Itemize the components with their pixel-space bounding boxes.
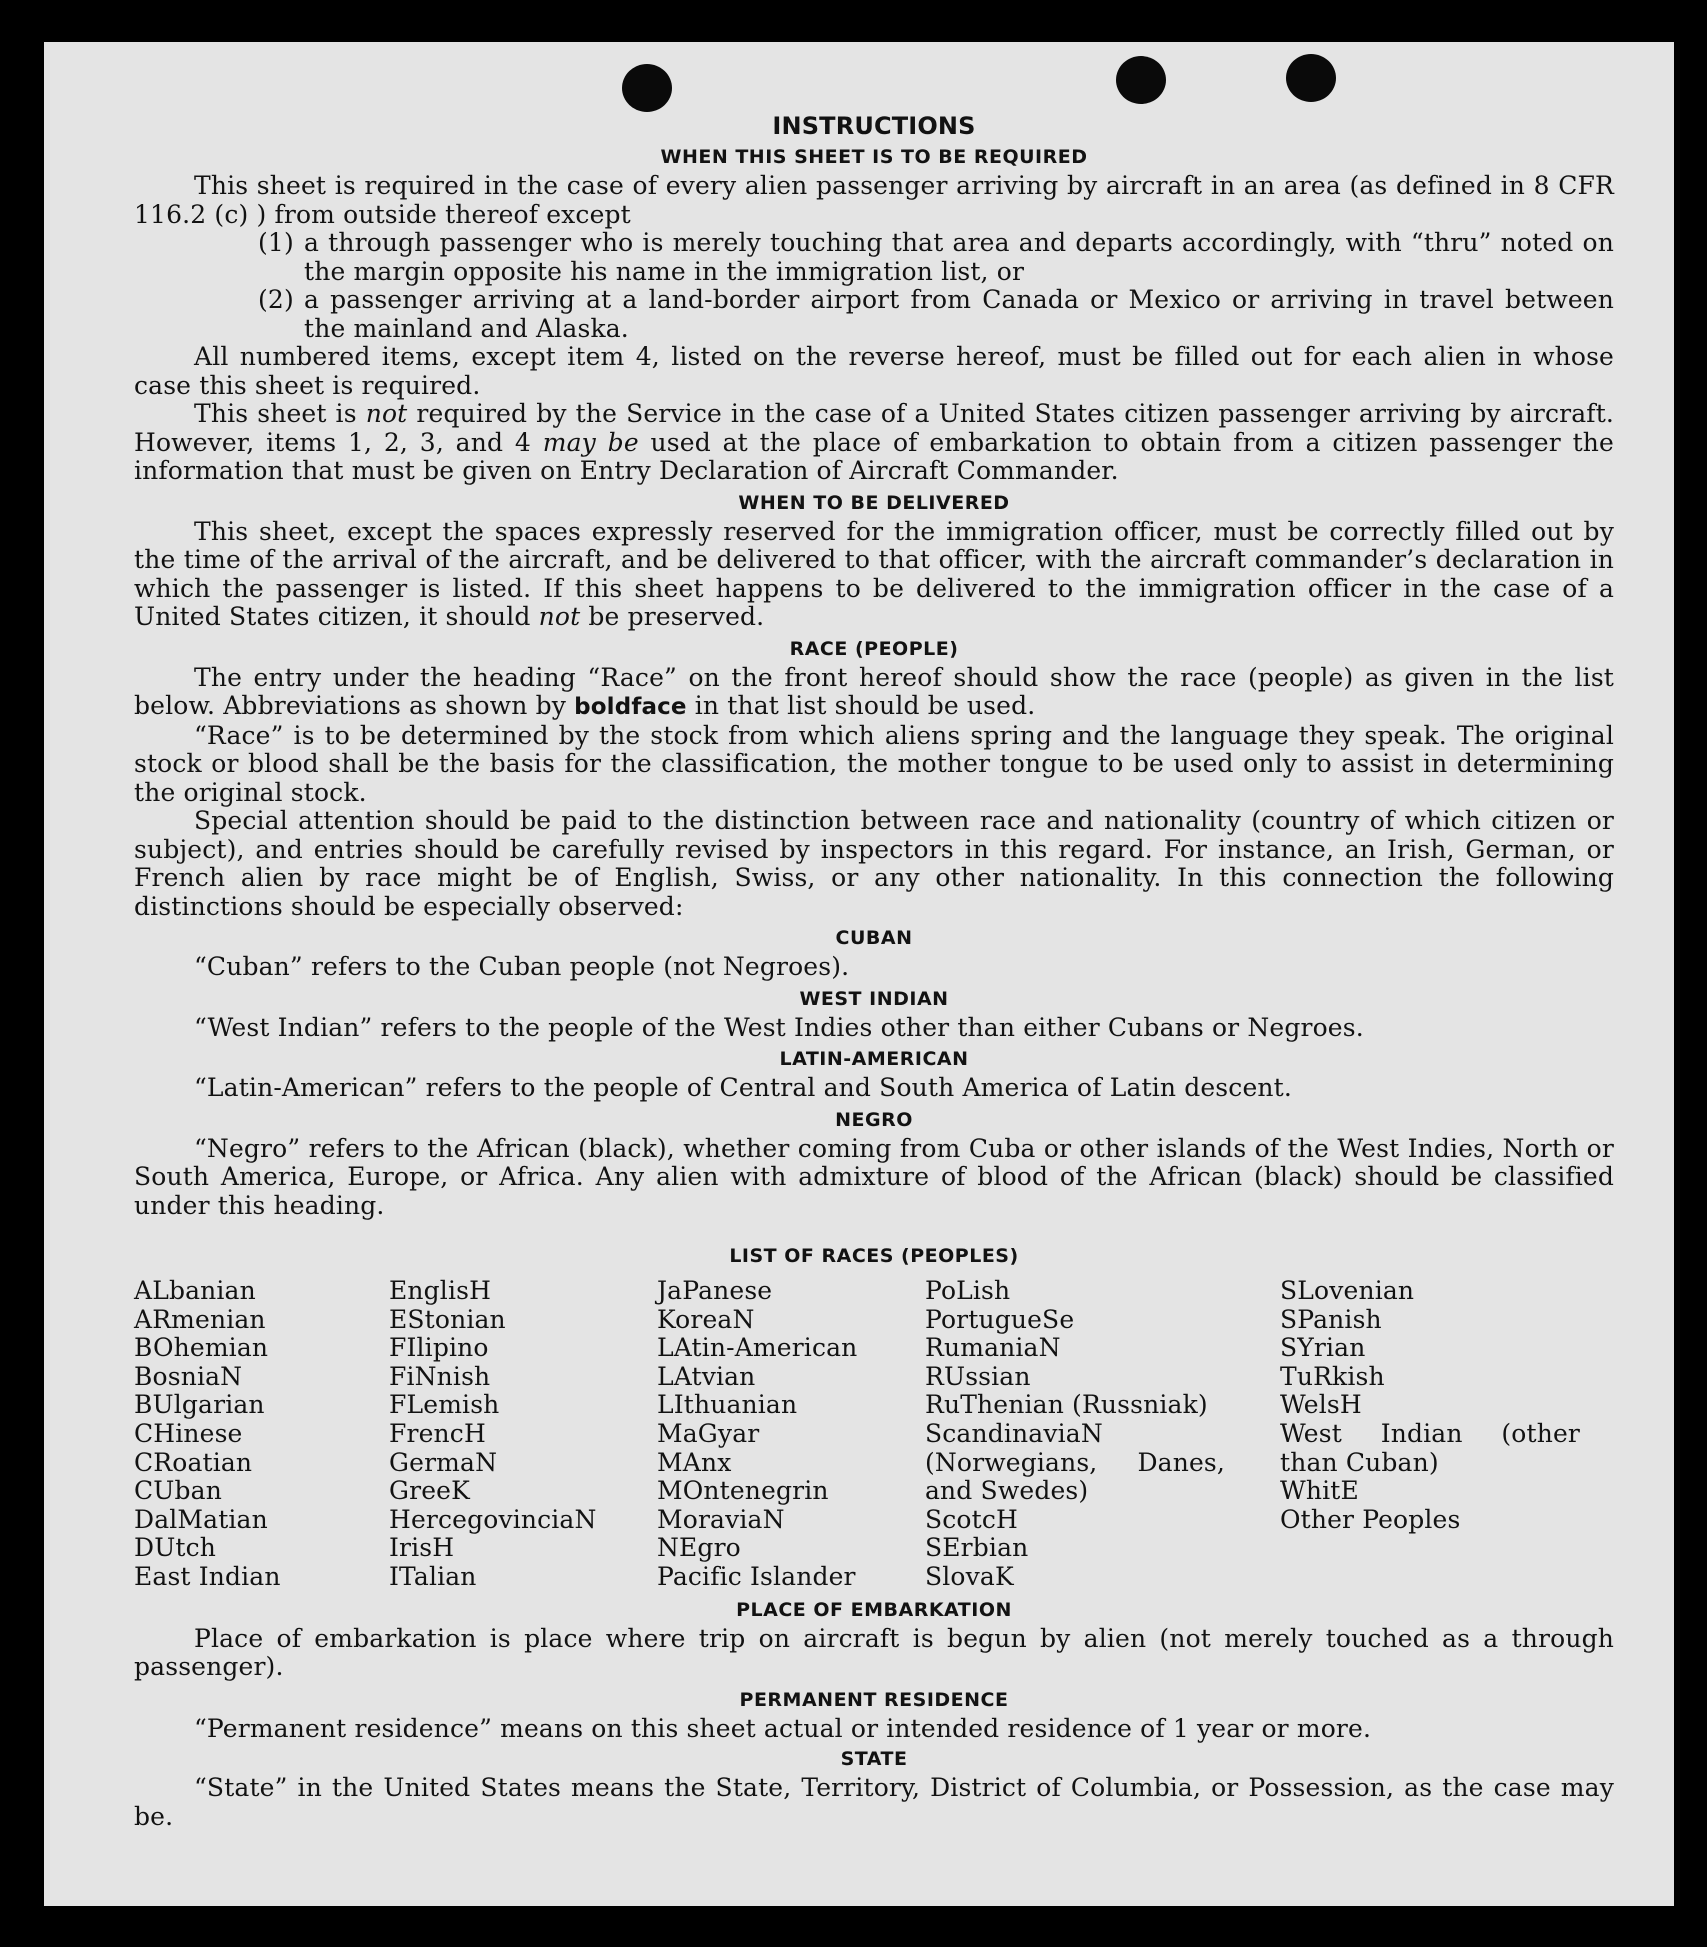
paragraph: The entry under the heading “Race” on the front hereof should show the race (people) as given in the list below. Abbreviations as shown by boldface in that list should be used. [134,662,1614,720]
paragraph: This sheet is required in the case of every alien passenger arriving by aircraft in an area (as defined in 8 CFR 116.2 (c) ) from outside thereof except [134,171,1614,229]
paragraph: “State” in the United States means the State, Territory, District of Columbia, or Possession, as the case may be. [134,1773,1614,1831]
race-entry: MoraviaN [657,1504,785,1534]
race-entry: CUban [134,1476,222,1506]
races-column [134,1277,389,1592]
section-heading: PERMANENT RESIDENCE [739,1688,1009,1711]
race-entry: SErbian [925,1533,1029,1563]
race-entry: NEgro [657,1533,741,1563]
section-heading: LATIN-AMERICAN [779,1048,969,1070]
race-entry: ARmenian [134,1304,266,1334]
race-entry: BUlgarian [134,1390,265,1420]
races-list [134,1277,1614,1592]
race-entry: DalMatian [134,1504,268,1534]
list-item [134,229,1614,286]
race-entry: TuRkish [1280,1361,1385,1391]
race-entry: WelsH [1280,1390,1362,1420]
race-entry: IrisH [389,1533,455,1563]
paragraph: Place of embarkation is place where trip on aircraft is begun by alien (not merely touched as a through passenger). [134,1623,1614,1682]
race-entry: KoreaN [657,1304,755,1334]
race-entry: CHinese [134,1418,243,1448]
section-heading: STATE [840,1748,908,1771]
race-entry: EnglisH [389,1276,492,1305]
item-text: a passenger arriving at a land-border airport from Canada or Mexico or arriving in travel between the mainland and Alaska. [304,285,1614,343]
instructions-text [134,110,1614,1831]
race-entry: WhitE [1280,1476,1359,1506]
race-entry: RumaniaN [925,1333,1061,1363]
race-entry: SlovaK [925,1561,1014,1591]
races-column [389,1277,657,1592]
section-heading: WHEN THIS SHEET IS TO BE REQUIRED [660,146,1088,168]
race-entry: GermaN [389,1447,498,1477]
paragraph: All numbered items, except item 4, listed on the reverse hereof, must be filled out for each alien in whose case this sheet is required. [134,342,1614,400]
race-entry: LIthuanian [657,1390,798,1420]
race-entry: FrencH [389,1418,486,1448]
race-entry: Other Peoples [1280,1504,1461,1534]
race-entry: LAtvian [657,1361,756,1391]
paragraph: Special attention should be paid to the distinction between race and nationality (country of which citizen or subject), and entries should be carefully revised by inspectors in this regard. For instance, an Irish, German, or French alien by race might be of English, Swiss, or any other nationality. In this connection the following distinctions should be especially observed: [134,806,1614,921]
race-entry: BOhemian [134,1333,269,1363]
race-entry: RuThenian (Russniak) [925,1390,1208,1420]
race-entry: SPanish [1280,1304,1382,1334]
race-entry: FLemish [389,1390,500,1420]
paragraph: “Cuban” refers to the Cuban people (not Negroes). [194,952,850,981]
race-entry: CRoatian [134,1447,253,1477]
race-entry: MAnx [657,1447,732,1477]
item-number: (2) [258,285,294,314]
race-entry: RUssian [925,1361,1031,1391]
race-entry: ITalian [389,1561,477,1591]
races-column [1280,1277,1580,1592]
race-entry: LAtin-American [657,1333,858,1363]
paragraph: This sheet, except the spaces expressly reserved for the immigration officer, must be correctly filled out by the time of the arrival of the aircraft, and be delivered to that officer, with the aircraft commander’s declaration in which the passenger is listed. If this sheet happens to be delivered to the immigration officer in the case of a United States citizen, it should not be preserved. [134,516,1614,631]
punch-hole [1286,54,1336,102]
item-number: (1) [258,228,294,257]
race-entry: BosniaN [134,1361,243,1391]
paragraph: “Permanent residence” means on this sheet actual or intended residence of 1 year or more. [194,1713,1372,1743]
races-column [925,1277,1225,1592]
document-page [44,42,1674,1906]
race-entry: HercegovinciaN [389,1504,597,1534]
punch-hole [622,64,672,112]
item-text: a through passenger who is merely touching that area and departs accordingly, with “thru” noted on the margin opposite his name in the immigration list, or [304,228,1614,286]
race-entry: DUtch [134,1533,217,1563]
section-heading: WEST INDIAN [799,987,949,1010]
race-entry: FiNnish [389,1361,491,1391]
race-entry: PortugueSe [925,1304,1075,1334]
race-entry: MOntenegrin [657,1476,829,1506]
paragraph: “Latin-American” refers to the people of Central and South America of Latin descent. [194,1073,1292,1102]
race-entry: SLovenian [1280,1276,1415,1305]
paragraph: This sheet is not required by the Service in the case of a United States citizen passenger arriving by aircraft. However, items 1, 2, 3, and 4 may be used at the place of embarkation to obtain from a citizen passenger the information that must be given on Entry Declaration of Aircraft Commander. [134,399,1615,485]
race-entry: West Indian (other than Cuban) [1280,1418,1580,1477]
races-column [657,1277,925,1592]
section-heading: CUBAN [835,927,913,949]
punch-hole [1116,56,1166,104]
paragraph: “West Indian” refers to the people of the West Indies other than either Cubans or Negroes. [194,1012,1364,1042]
paragraph: “Race” is to be determined by the stock from which aliens spring and the language they speak. The original stock or blood shall be the basis for the classification, the mother tongue to be used only to assist in determining the original stock. [134,720,1614,807]
section-heading: NEGRO [835,1108,913,1131]
race-entry: SYrian [1280,1333,1366,1363]
race-entry: GreeK [389,1476,470,1506]
section-heading: LIST OF RACES (PEOPLES) [729,1245,1019,1267]
race-entry: PoLish [925,1276,1011,1305]
list-item [134,286,1614,343]
race-entry: FIlipino [389,1333,489,1363]
race-entry: JaPanese [657,1276,773,1305]
race-entry: ScandinaviaN (Norwegians, Danes, and Swedes) [925,1418,1225,1506]
race-entry: Pacific Islander [657,1561,856,1591]
paragraph: “Negro” refers to the African (black), whether coming from Cuba or other islands of the West Indies, North or South America, Europe, or Africa. Any alien with admixture of blood of the African (black) should be classified under this heading. [134,1133,1614,1220]
section-heading: RACE (PEOPLE) [789,637,959,660]
race-entry: MaGyar [657,1418,760,1448]
race-entry: ScotcH [925,1504,1018,1534]
page-title: INSTRUCTIONS [772,112,976,140]
race-entry: EStonian [389,1304,506,1334]
race-entry: East Indian [134,1561,281,1591]
section-heading: PLACE OF EMBARKATION [736,1598,1012,1621]
section-heading: WHEN TO BE DELIVERED [738,491,1010,514]
race-entry: ALbanian [134,1276,256,1305]
